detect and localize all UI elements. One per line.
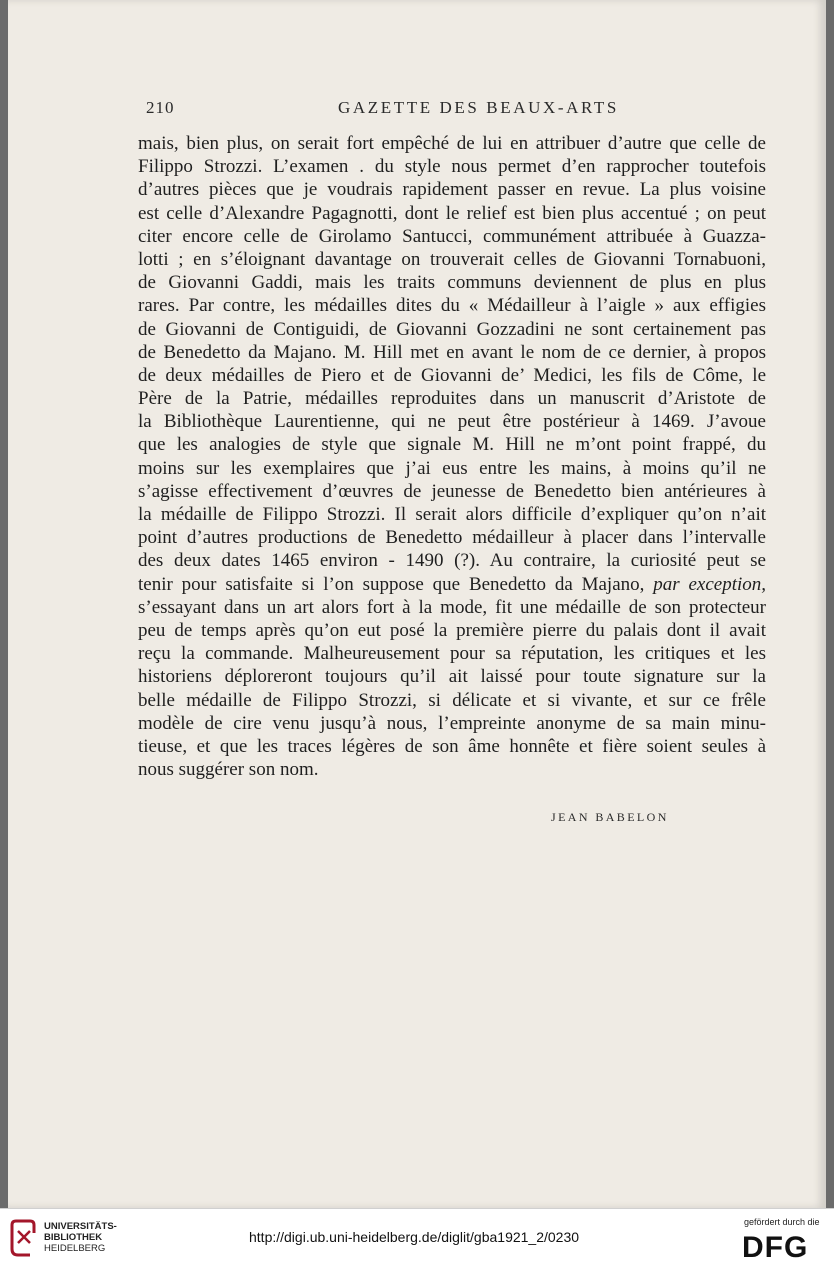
permalink-url[interactable]: http://digi.ub.uni-heidelberg.de/diglit/gba1921_2/0230 [249, 1229, 580, 1245]
text-line: Père de la Patrie, médailles reproduites dans un manuscrit d’Aristote de [138, 388, 766, 410]
text-line: s’agisse effectivement d’œuvres de jeunesse de Benedetto bien antérieures à [138, 480, 766, 502]
text-line: nous suggérer son nom. [138, 759, 319, 781]
text-line: des deux dates 1465 environ - 1490 (?). Au contraire, la curiosité peut se [138, 550, 766, 572]
text-line: s’essayant dans un art alors fort à la mode, fit une médaille de son protecteur [138, 596, 766, 618]
text-line: reçu la commande. Malheureusement pour sa réputation, les critiques et les [138, 643, 766, 665]
text-line: lotti ; en s’éloignant davantage on trouverait celles de Giovanni Tornabuoni, [138, 248, 766, 270]
running-title: GAZETTE DES BEAUX-ARTS [338, 98, 619, 117]
text-line: peu de temps après qu’on eut posé la première pierre du palais dont il avait [138, 619, 766, 641]
dfg-logo: DFG [742, 1231, 809, 1264]
text-line: que les analogies de style que signale M. Hill ne m’ont point frappé, du [138, 434, 766, 456]
text-line: moins sur les exemplaires que j’ai eus entre les mains, à moins qu’il ne [138, 457, 766, 479]
text-line: de Giovanni de Contiguidi, de Giovanni Gozzadini ne sont certainement pas [138, 318, 766, 340]
italic-phrase: par exception, [653, 573, 767, 595]
text-line: mais, bien plus, on serait fort empêché de lui en attribuer d’autre que celle de [138, 133, 766, 154]
university-logo-icon [8, 1219, 38, 1259]
article-text [138, 132, 766, 781]
text-line-with-italic [138, 573, 766, 596]
page-number: 210 [146, 98, 175, 117]
text-line: modèle de cire venu jusqu’à nous, l’empreinte anonyme de sa main minu- [138, 712, 766, 734]
text-line: la médaille de Filippo Strozzi. Il serait alors difficile d’expliquer qu’on n’ait [138, 504, 766, 525]
text-line: point d’autres productions de Benedetto médailleur à placer dans l’intervalle [138, 527, 766, 549]
page-header [8, 98, 826, 120]
text-line: de deux médailles de Piero et de Giovanni de’ Medici, les fils de Côme, le [138, 364, 766, 386]
text-line: d’autres pièces que je voudrais rapidement passer en revue. La plus voisine [138, 179, 766, 201]
funded-by-label: gefördert durch die [744, 1217, 820, 1227]
text-segment: tenir pour satisfaite si l’on suppose que Benedetto da Majano, [138, 573, 645, 595]
text-line: est celle d’Alexandre Pagagnotti, dont le relief est bien plus accentué ; on peut [138, 202, 766, 224]
text-line: citer encore celle de Girolamo Santucci, communément attribuée à Guazza- [138, 225, 766, 247]
text-line: Filippo Strozzi. L’examen . du style nous permet d’en rapprocher toutefois [138, 156, 766, 178]
text-line: la Bibliothèque Laurentienne, qui ne peut être postérieur à 1469. J’avoue [138, 411, 766, 433]
author-signature: JEAN BABELON [551, 810, 669, 824]
text-line: de Benedetto da Majano. M. Hill met en avant le nom de ce dernier, à propos [138, 341, 766, 363]
uni-line-1: UNIVERSITÄTS- [44, 1221, 117, 1232]
text-line: de Giovanni Gaddi, mais les traits communs deviennent de plus en plus [138, 272, 766, 294]
uni-line-3: HEIDELBERG [44, 1243, 106, 1254]
text-line: belle médaille de Filippo Strozzi, si délicate et si vivante, et sur ce frêle [138, 689, 766, 711]
viewer-footer [0, 1208, 834, 1270]
uni-line-2: BIBLIOTHEK [44, 1232, 103, 1243]
text-line: tieuse, et que les traces légères de son âme honnête et fière soient seules à [138, 735, 766, 757]
text-line: rares. Par contre, les médailles dites du « Médailleur à l’aigle » aux effigies [138, 295, 766, 317]
scanned-page [8, 0, 826, 1208]
university-name [44, 1221, 117, 1254]
text-line: historiens déploreront toujours qu’il ait laissé pour toute signature sur la [138, 666, 766, 688]
